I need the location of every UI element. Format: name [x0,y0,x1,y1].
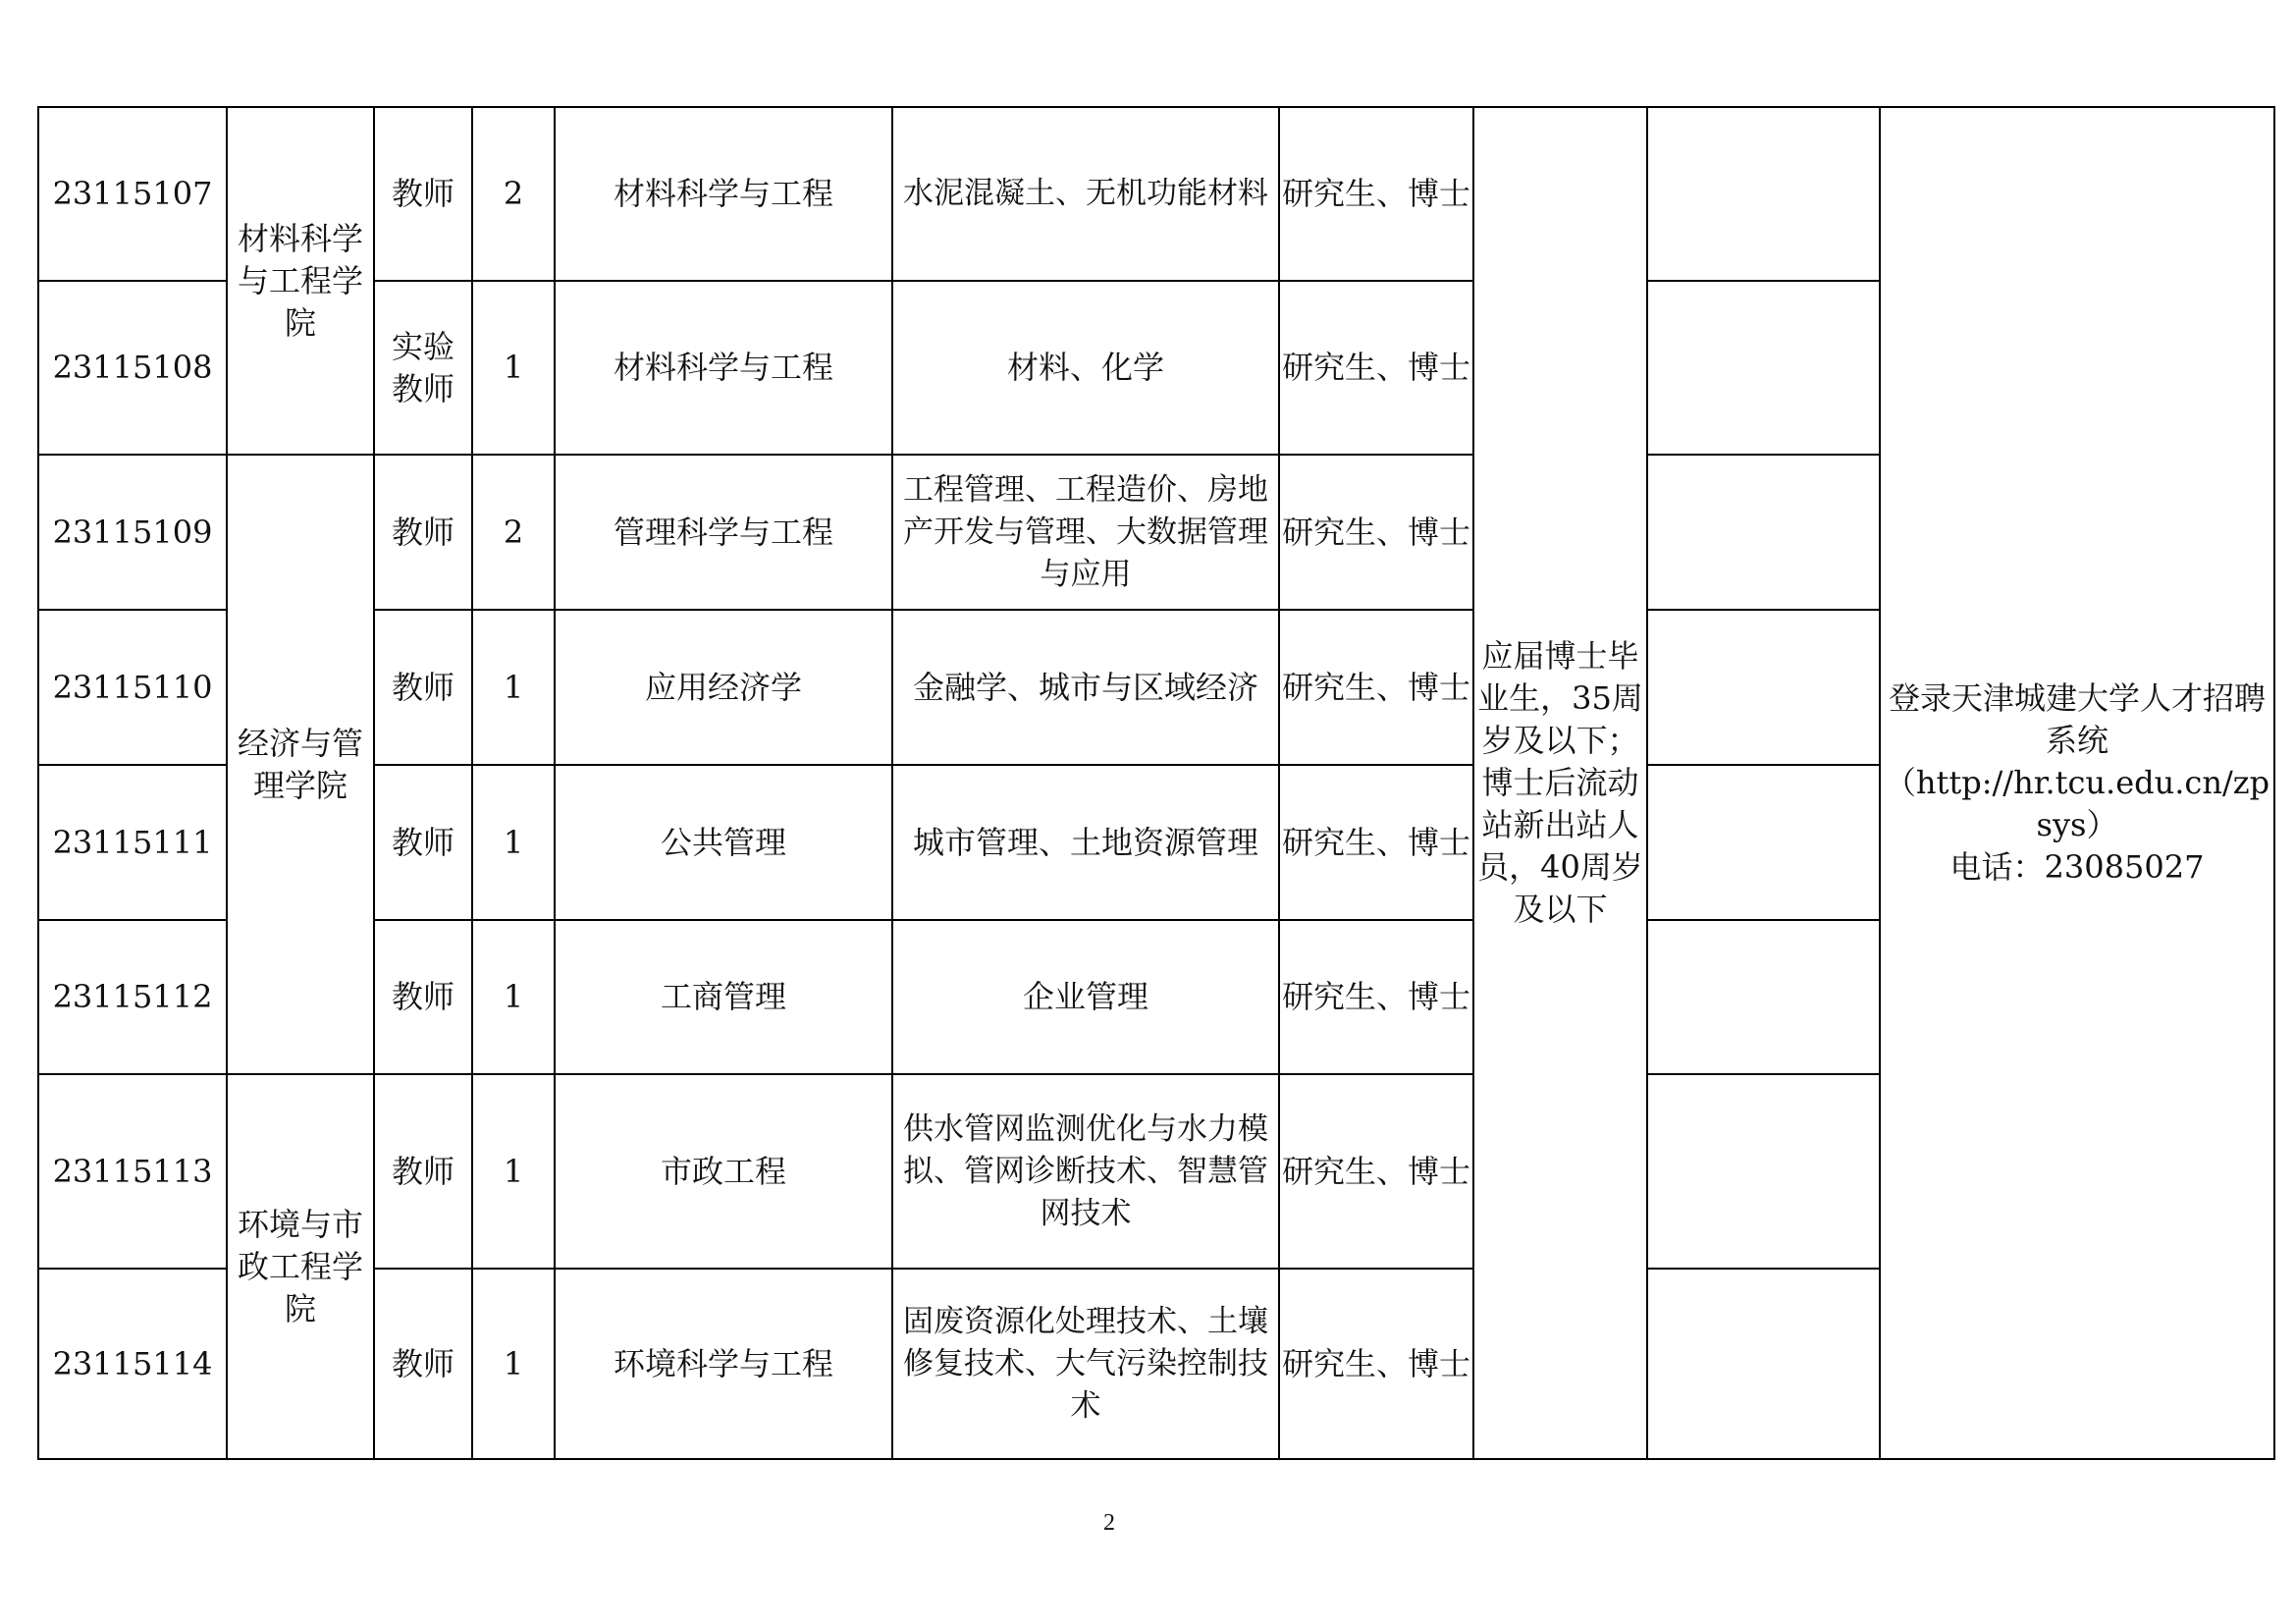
blank-cell [1647,1074,1880,1269]
college-name: 经济与管理学院 [227,455,374,1074]
blank-cell [1647,281,1880,455]
discipline: 管理科学与工程 [555,455,892,610]
college-name: 环境与市政工程学院 [227,1074,374,1459]
hire-count: 1 [472,920,555,1074]
blank-cell [1647,1269,1880,1459]
education-requirement: 研究生、博士 [1279,920,1473,1074]
blank-cell [1647,107,1880,281]
education-requirement: 研究生、博士 [1279,455,1473,610]
post-type: 教师 [374,107,472,281]
position-code: 23115107 [38,107,227,281]
discipline: 材料科学与工程 [555,281,892,455]
research-direction: 企业管理 [892,920,1279,1074]
research-direction: 水泥混凝土、无机功能材料 [892,107,1279,281]
research-direction: 供水管网监测优化与水力模拟、管网诊断技术、智慧管网技术 [892,1074,1279,1269]
position-code: 23115113 [38,1074,227,1269]
recruitment-table [37,106,2275,1460]
position-code: 23115109 [38,455,227,610]
age-requirement: 应届博士毕业生，35周岁及以下；博士后流动站新出站人员，40周岁及以下 [1473,107,1647,1459]
hire-count: 1 [472,281,555,455]
blank-cell [1647,455,1880,610]
contact-info [1880,107,2274,1459]
position-code: 23115108 [38,281,227,455]
position-code: 23115110 [38,610,227,765]
education-requirement: 研究生、博士 [1279,1074,1473,1269]
discipline: 材料科学与工程 [555,107,892,281]
education-requirement: 研究生、博士 [1279,281,1473,455]
page-number: 2 [1103,1510,1115,1536]
post-type: 教师 [374,455,472,610]
discipline: 市政工程 [555,1074,892,1269]
position-code: 23115114 [38,1269,227,1459]
discipline: 公共管理 [555,765,892,920]
contact-url: （http://hr.tcu.edu.cn/zpsys） [1884,764,2270,843]
position-code: 23115112 [38,920,227,1074]
research-direction: 固废资源化处理技术、土壤修复技术、大气污染控制技术 [892,1269,1279,1459]
discipline: 工商管理 [555,920,892,1074]
post-type: 教师 [374,1074,472,1269]
hire-count: 1 [472,765,555,920]
contact-phone: 电话：23085027 [1949,848,2205,886]
hire-count: 1 [472,1269,555,1459]
contact-system-text: 登录天津城建大学人才招聘系统 [1888,679,2266,759]
education-requirement: 研究生、博士 [1279,1269,1473,1459]
blank-cell [1647,610,1880,765]
research-direction: 工程管理、工程造价、房地产开发与管理、大数据管理与应用 [892,455,1279,610]
hire-count: 2 [472,455,555,610]
hire-count: 1 [472,1074,555,1269]
college-name: 材料科学与工程学院 [227,107,374,455]
post-type: 实验教师 [374,281,472,455]
research-direction: 城市管理、土地资源管理 [892,765,1279,920]
post-type: 教师 [374,920,472,1074]
post-type: 教师 [374,1269,472,1459]
post-type: 教师 [374,610,472,765]
research-direction: 材料、化学 [892,281,1279,455]
position-code: 23115111 [38,765,227,920]
blank-cell [1647,765,1880,920]
discipline: 应用经济学 [555,610,892,765]
discipline: 环境科学与工程 [555,1269,892,1459]
education-requirement: 研究生、博士 [1279,765,1473,920]
post-type: 教师 [374,765,472,920]
education-requirement: 研究生、博士 [1279,107,1473,281]
education-requirement: 研究生、博士 [1279,610,1473,765]
table-row [38,107,2274,281]
hire-count: 2 [472,107,555,281]
research-direction: 金融学、城市与区域经济 [892,610,1279,765]
blank-cell [1647,920,1880,1074]
hire-count: 1 [472,610,555,765]
